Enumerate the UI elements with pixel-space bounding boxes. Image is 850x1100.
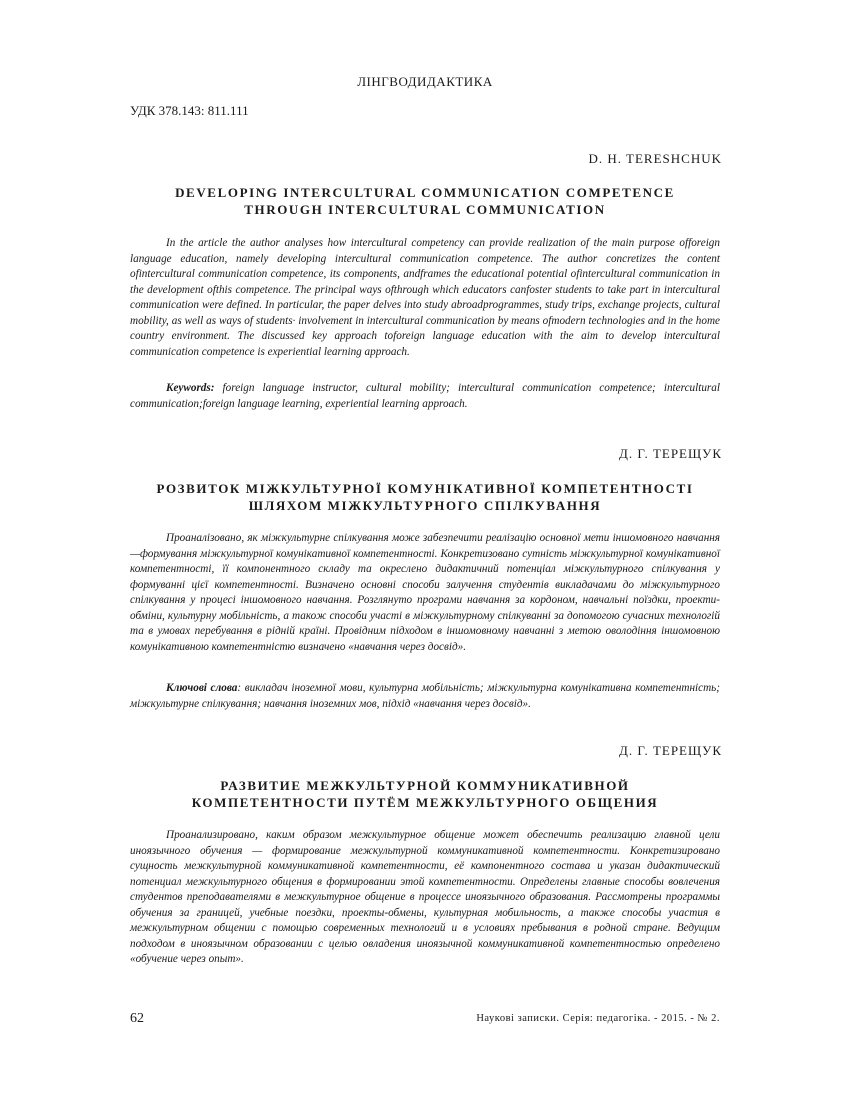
abstract-ru: Проанализировано, каким образом межкультурное общение может обеспечить реализацию главной цели иноязычного обучения — формирование межкультурной коммуникативной компетентности. Конкретизировано сущность межкультурной коммуникативной компетентности, её компонентного состава и указан дидактический потенциал межкультурного общения в формировании этой компетентности. Определены главные способы вовлечения студентов преподавателями в межкультурное общение в процессе иноязычного образования. Рассмотрены программы обучения за границей, учебные поездки, проекты-обмены, культурная мобильность, а также способы участия в межкультурном общении с помощью современных технологий и в условиях пребывания в родной стране. Ведущим подходом в иноязычном образовании с целью овладения иноязычной коммуникативной компетентностью определено «обучение через опыт». bbox=[130, 829, 720, 965]
abstract-uk: Проаналізовано, як міжкультурне спілкування може забезпечити реалізацію основної мети іншомовного навчання —формування міжкультурної комунікативної компетентності. Конкретизовано сутність міжкультурної комунікативної компетентності, її компонентного складу та окреслено дидактичний потенціал міжкультурного спілкування у формуванні цієї компетентності. Визначено основні способи залучення студентів викладачами до міжкультурного спілкування у процесі іншомовного навчання. Розглянуто програми навчання за кордоном, навчальні поїздки, проекти-обміни, культурну мобільність, а також способи участі в міжкультурному спілкуванні за допомогою сучасних технологій та в умовах перебування в рідній країні. Провідним підходом в іншомовному навчанні з метою оволодіння іншомовною комунікативною компетентністю визначено «навчання через досвід». bbox=[130, 532, 720, 653]
section-header: ЛІНГВОДИДАКТИКА bbox=[357, 74, 493, 89]
title-ru-line2: КОМПЕТЕНТНОСТИ ПУТЁМ МЕЖКУЛЬТУРНОГО ОБЩЕНИЯ bbox=[191, 795, 659, 810]
abstract-en: In the article the author analyses how intercultural competency can provide realization of the main purpose offoreign language education, namely developing intercultural communication competence. The author concretizes the content ofintercultural communication competence, its components, andframes the educational potential ofintercultural communication in the development ofthis competence. The principal ways ofthrough which educators canfoster students to take part in intercultural communication were defined. In particular, the paper delves into study abroadprogrammes, study trips, exchange projects, cultural mobility, as well as ways of students· involvement in intercultural communication by means ofmodern technologies and in the home country environment. The discussed key approach toforeign language education with the aim to develop intercultural communication competence is experiential learning approach. bbox=[130, 237, 720, 358]
journal-citation: Наукові записки. Серія: педагогіка. - 2015. - № 2. bbox=[476, 1013, 720, 1024]
title-en-line1: DEVELOPING INTERCULTURAL COMMUNICATION COMPETENCE bbox=[175, 185, 675, 200]
author-uk: Д. Г. ТЕРЕЩУК bbox=[619, 446, 722, 461]
keywords-uk bbox=[130, 681, 720, 712]
keywords-en-label: Keywords: bbox=[166, 382, 215, 394]
title-uk-line1: РОЗВИТОК МІЖКУЛЬТУРНОЇ КОМУНІКАТИВНОЇ КОМПЕТЕНТНОСТІ bbox=[156, 481, 694, 496]
udk-code: УДК 378.143: 811.111 bbox=[130, 103, 249, 118]
keywords-en-text: foreign language instructor, cultural mobility; intercultural communication competence; intercultural communication;foreign language learning, experiential learning approach. bbox=[130, 382, 720, 410]
title-en-line2: THROUGH INTERCULTURAL COMMUNICATION bbox=[244, 202, 606, 217]
author-en: D. H. TERESHCHUK bbox=[588, 151, 722, 166]
title-ru bbox=[130, 777, 720, 811]
title-uk bbox=[130, 480, 720, 514]
page-number: 62 bbox=[130, 1011, 144, 1026]
author-ru: Д. Г. ТЕРЕЩУК bbox=[619, 743, 722, 758]
title-en bbox=[130, 184, 720, 218]
title-ru-line1: РАЗВИТИЕ МЕЖКУЛЬТУРНОЙ КОММУНИКАТИВНОЙ bbox=[220, 778, 630, 793]
title-uk-line2: ШЛЯХОМ МІЖКУЛЬТУРНОГО СПІЛКУВАННЯ bbox=[248, 498, 602, 513]
keywords-uk-label: Ключові слова bbox=[166, 682, 238, 694]
keywords-en bbox=[130, 381, 720, 412]
keywords-uk-text: : викладач іноземної мови, культурна мобільність; міжкультурна комунікативна компетентність; міжкультурне спілкування; навчання іноземних мов, підхід «навчання через досвід». bbox=[130, 682, 720, 710]
